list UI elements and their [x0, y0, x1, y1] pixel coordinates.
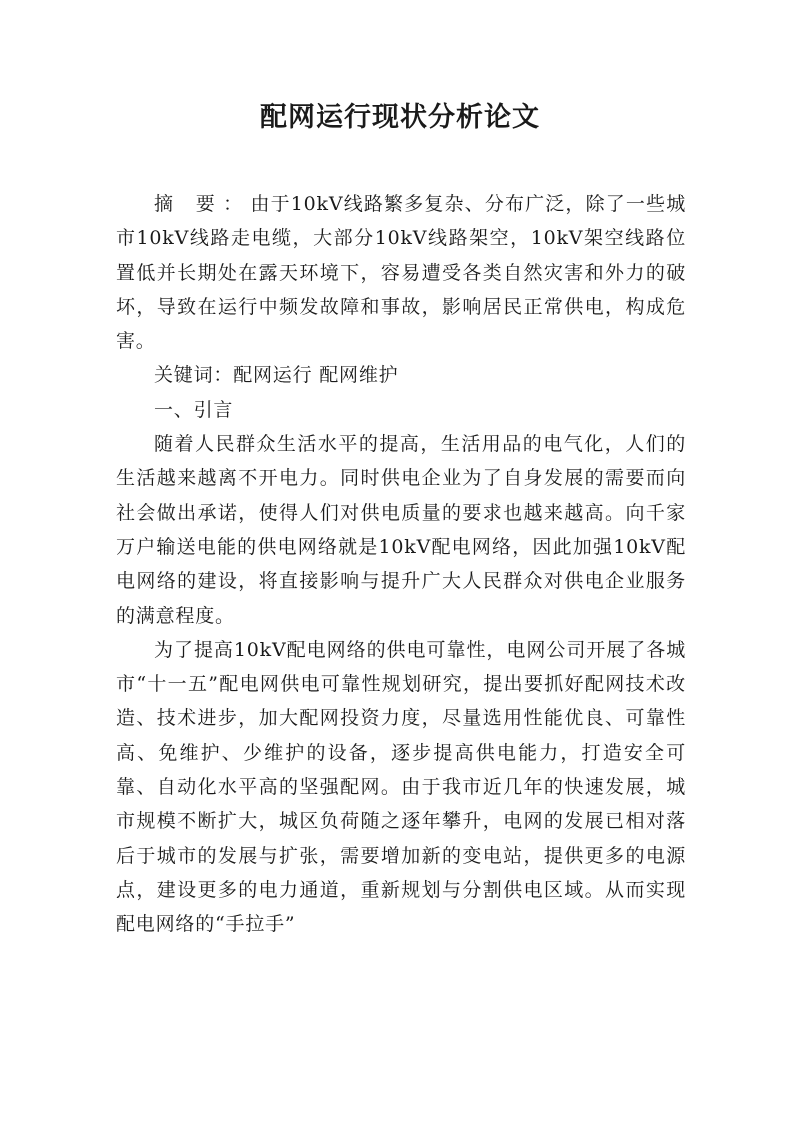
body-paragraph: 为了提高10kV配电网络的供电可靠性，电网公司开展了各城市“十一五”配电网供电可靠性规划研究，提出要抓好配网技术改造、技术进步，加大配网投资力度，尽量选用性能优良、可靠性高、免维护、少维护的设备，逐步提高供电能力，打造安全可靠、自动化水平高的坚强配网。由于我市近几年的快速发展，城市规模不断扩大，城区负荷随之逐年攀升，电网的发展已相对落后于城市的发展与扩张，需要增加新的变电站，提供更多的电源点，建设更多的电力通道，重新规划与分割供电区域。从而实现配电网络的“手拉手” [116, 638, 686, 936]
abstract-label: 摘 要： [154, 193, 251, 215]
document-body [116, 187, 686, 942]
keywords-line: 关键词：配网运行 配网维护 [154, 364, 399, 387]
body-paragraph: 随着人民群众生活水平的提高，生活用品的电气化，人们的生活越来越离不开电力。同时供电企业为了自身发展的需要而向社会做出承诺，使得人们对供电质量的要求也越来越高。向千家万户输送电能的供电网络就是10kV配电网络，因此加强10kV配电网络的建设，将直接影响与提升广大人民群众对供电企业服务的满意程度。 [116, 433, 686, 627]
section-heading: 一、引言 [154, 398, 234, 421]
document-title: 配网运行现状分析论文 [260, 102, 540, 133]
abstract-paragraph [116, 187, 686, 358]
abstract-text: 由于10kV线路繁多复杂、分布广泛，除了一些城市10kV线路走电缆，大部分10kV线路架空，10kV架空线路位置低并长期处在露天环境下，容易遭受各类自然灾害和外力的破坏，导致在运行中频发故障和事故，影响居民正常供电，构成危害。 [116, 193, 687, 353]
